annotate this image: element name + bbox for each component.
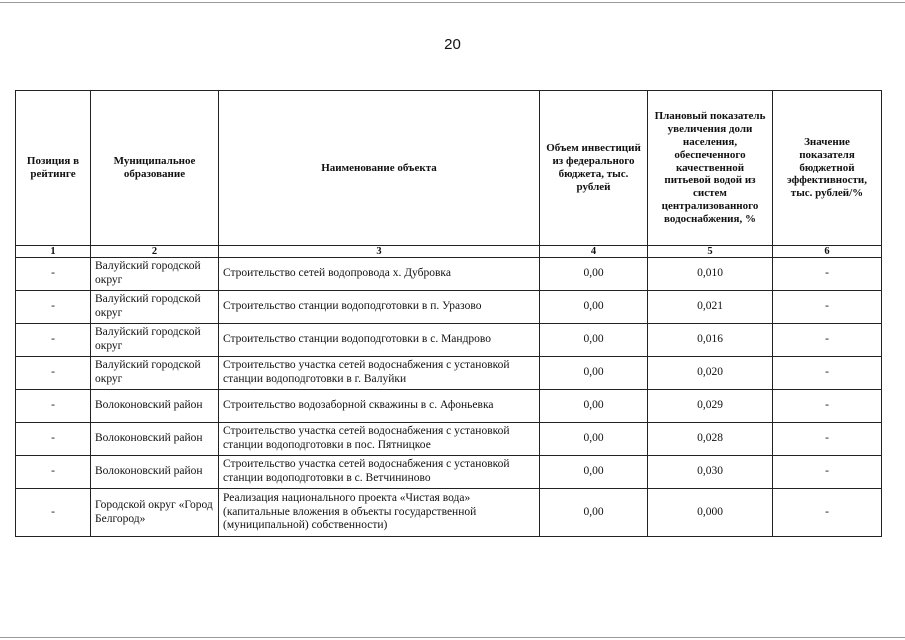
header-efficiency: Значение показателя бюджетной эффективности, тыс. рублей/%: [773, 91, 882, 246]
cell-efficiency: -: [773, 489, 882, 537]
cell-share-increase: 0,016: [648, 324, 773, 357]
table-row: [16, 489, 882, 537]
table-row: [16, 357, 882, 390]
column-number-row: [16, 246, 882, 258]
cell-share-increase: 0,029: [648, 390, 773, 423]
cell-position: -: [16, 291, 91, 324]
cell-investment: 0,00: [540, 456, 648, 489]
cell-investment: 0,00: [540, 324, 648, 357]
cell-municipality: Волоконовский район: [91, 456, 219, 489]
table-row: [16, 324, 882, 357]
cell-municipality: Валуйский городской округ: [91, 291, 219, 324]
cell-investment: 0,00: [540, 258, 648, 291]
cell-object-name: Строительство участка сетей водоснабжения с установкой станции водоподготовки в г. Валуйки: [219, 357, 540, 390]
cell-share-increase: 0,028: [648, 423, 773, 456]
cell-municipality: Волоконовский район: [91, 423, 219, 456]
cell-object-name: Реализация национального проекта «Чистая вода» (капитальные вложения в объекты государственной (муниципальной) собственности): [219, 489, 540, 537]
cell-object-name: Строительство участка сетей водоснабжения с установкой станции водоподготовки в с. Ветчининово: [219, 456, 540, 489]
cell-position: -: [16, 357, 91, 390]
cell-position: -: [16, 324, 91, 357]
header-row: [16, 91, 882, 246]
cell-efficiency: -: [773, 456, 882, 489]
table-row: [16, 390, 882, 423]
cell-object-name: Строительство сетей водопровода х. Дубровка: [219, 258, 540, 291]
header-object-name: Наименование объекта: [219, 91, 540, 246]
table-row: [16, 423, 882, 456]
column-number: 6: [773, 246, 882, 258]
cell-efficiency: -: [773, 258, 882, 291]
cell-efficiency: -: [773, 291, 882, 324]
cell-share-increase: 0,010: [648, 258, 773, 291]
cell-object-name: Строительство станции водоподготовки в с. Мандрово: [219, 324, 540, 357]
cell-share-increase: 0,000: [648, 489, 773, 537]
cell-investment: 0,00: [540, 291, 648, 324]
cell-object-name: Строительство водозаборной скважины в с. Афоньевка: [219, 390, 540, 423]
header-position: Позиция в рейтинге: [16, 91, 91, 246]
cell-efficiency: -: [773, 357, 882, 390]
cell-investment: 0,00: [540, 423, 648, 456]
table-row: [16, 291, 882, 324]
cell-object-name: Строительство станции водоподготовки в п. Уразово: [219, 291, 540, 324]
cell-share-increase: 0,020: [648, 357, 773, 390]
cell-efficiency: -: [773, 324, 882, 357]
column-number: 2: [91, 246, 219, 258]
cell-position: -: [16, 489, 91, 537]
cell-position: -: [16, 258, 91, 291]
header-share-increase: Плановый показатель увеличения доли населения, обеспеченного качественной питьевой водой из систем централизованного водоснабжения, %: [648, 91, 773, 246]
cell-investment: 0,00: [540, 357, 648, 390]
cell-efficiency: -: [773, 390, 882, 423]
cell-share-increase: 0,030: [648, 456, 773, 489]
column-number: 3: [219, 246, 540, 258]
column-number: 4: [540, 246, 648, 258]
cell-municipality: Валуйский городской округ: [91, 324, 219, 357]
cell-efficiency: -: [773, 423, 882, 456]
page-number: 20: [444, 36, 461, 53]
column-number: 1: [16, 246, 91, 258]
cell-position: -: [16, 390, 91, 423]
column-number: 5: [648, 246, 773, 258]
cell-position: -: [16, 456, 91, 489]
header-investment: Объем инвестиций из федерального бюджета, тыс. рублей: [540, 91, 648, 246]
cell-share-increase: 0,021: [648, 291, 773, 324]
cell-municipality: Волоконовский район: [91, 390, 219, 423]
table-row: [16, 258, 882, 291]
cell-municipality: Городской округ «Город Белгород»: [91, 489, 219, 537]
scan-artifact-bottom-line: [0, 637, 905, 638]
rating-table: [15, 90, 882, 537]
cell-object-name: Строительство участка сетей водоснабжения с установкой станции водоподготовки в пос. Пятницкое: [219, 423, 540, 456]
table-row: [16, 456, 882, 489]
cell-position: -: [16, 423, 91, 456]
cell-investment: 0,00: [540, 489, 648, 537]
cell-municipality: Валуйский городской округ: [91, 357, 219, 390]
header-municipality: Муниципальное образование: [91, 91, 219, 246]
cell-investment: 0,00: [540, 390, 648, 423]
scan-artifact-top-line: [0, 2, 905, 3]
cell-municipality: Валуйский городской округ: [91, 258, 219, 291]
